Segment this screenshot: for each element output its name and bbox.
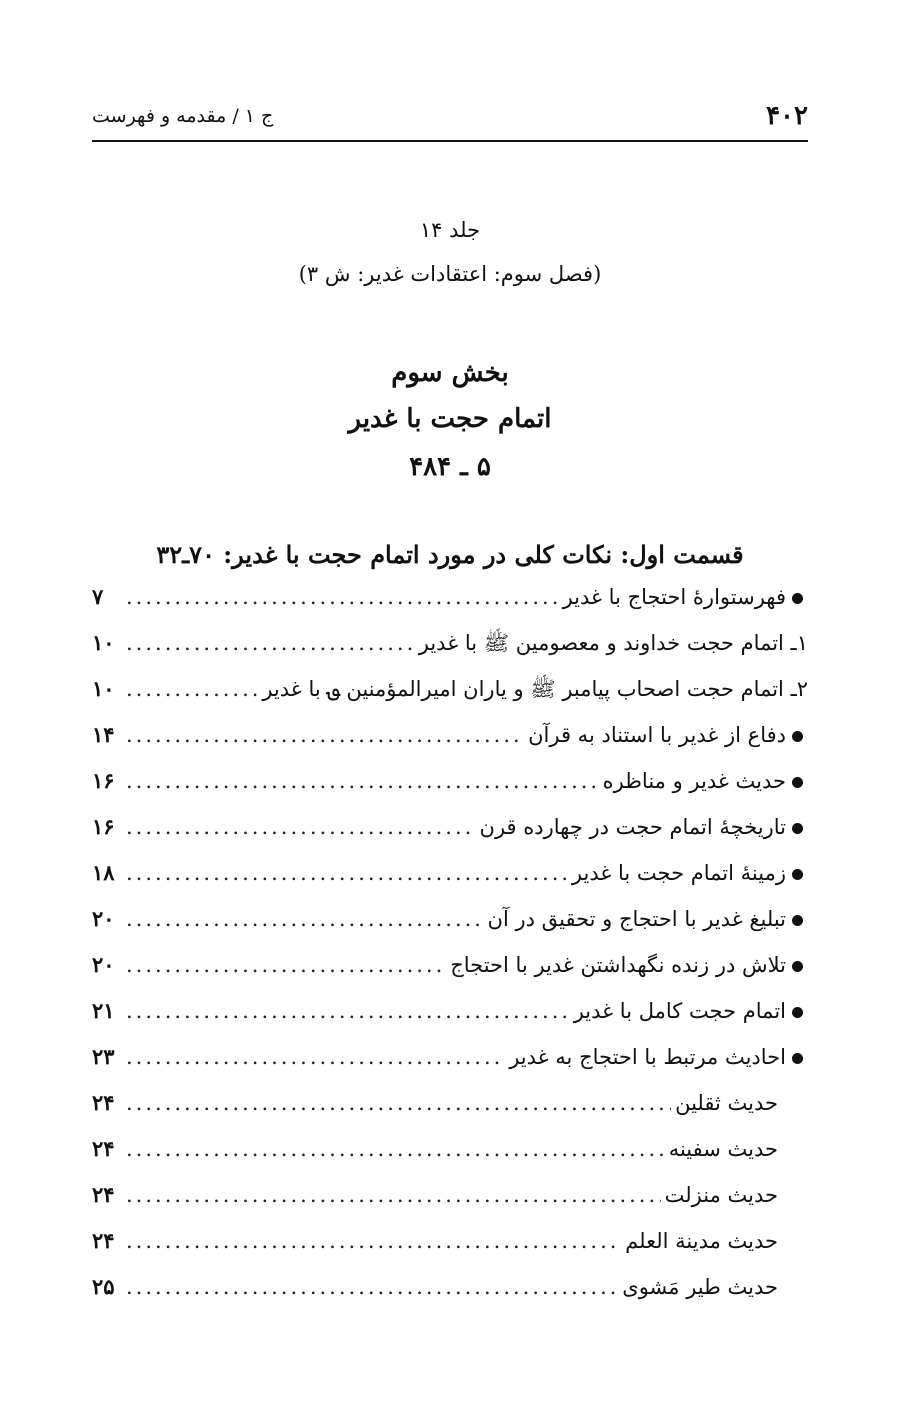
toc-entry bbox=[92, 952, 808, 998]
bullet-icon bbox=[786, 961, 808, 972]
bullet-icon bbox=[786, 777, 808, 788]
part-label: بخش سوم bbox=[391, 358, 509, 388]
toc-entry-title: حدیث طیر مَشوی bbox=[622, 1275, 778, 1299]
running-head: ج ۱ / مقدمه و فهرست bbox=[92, 105, 274, 127]
toc-entry bbox=[92, 1182, 808, 1228]
toc-entry-page: ۱۰ bbox=[92, 630, 115, 655]
toc-entry-page: ۲۱ bbox=[92, 998, 115, 1023]
toc-entry-page: ۲۴ bbox=[92, 1090, 115, 1115]
toc-entry-page: ۲۴ bbox=[92, 1182, 115, 1207]
bullet-icon bbox=[786, 869, 808, 880]
volume-line: جلد ۱۴ bbox=[419, 218, 481, 242]
dot-leader bbox=[126, 585, 559, 609]
toc-entry-page: ۱۶ bbox=[92, 814, 115, 839]
toc-entry bbox=[92, 860, 808, 906]
toc-entry bbox=[92, 1228, 808, 1274]
toc-entry bbox=[92, 584, 808, 630]
page-number: ۴۰۲ bbox=[766, 101, 808, 131]
toc-entry-page: ۲۰ bbox=[92, 906, 115, 931]
dot-leader bbox=[126, 677, 258, 701]
dot-leader bbox=[126, 1183, 661, 1207]
toc-entry-page: ۲۰ bbox=[92, 952, 115, 977]
bullet-icon bbox=[786, 593, 808, 604]
toc-entry bbox=[92, 722, 808, 768]
dot-leader bbox=[126, 815, 476, 839]
dot-leader bbox=[126, 907, 484, 931]
toc-entry-title: حدیث غدیر و مناظره bbox=[602, 769, 786, 793]
dot-leader bbox=[126, 953, 446, 977]
dot-leader bbox=[126, 769, 599, 793]
part-range: ۵ ـ ۴۸۴ bbox=[409, 452, 491, 482]
chapter-line: (فصل سوم: اعتقادات غدیر: ش ۳) bbox=[298, 262, 602, 286]
dot-leader bbox=[126, 1091, 671, 1115]
bullet-icon bbox=[786, 823, 808, 834]
dot-leader bbox=[126, 861, 568, 885]
toc-entry-page: ۷ bbox=[92, 584, 104, 609]
toc-entry-page: ۲۵ bbox=[92, 1274, 115, 1299]
toc-entry-page: ۱۶ bbox=[92, 768, 115, 793]
toc-entry-title: فهرستوارۀ احتجاج با غدیر bbox=[562, 585, 786, 609]
toc-entry-title: زمینۀ اتمام حجت با غدیر bbox=[571, 861, 786, 885]
bullet-icon bbox=[786, 1053, 808, 1064]
dot-leader bbox=[126, 631, 415, 655]
page-header bbox=[92, 98, 808, 142]
toc-entry-title: حدیث ثقلین bbox=[675, 1091, 778, 1115]
section-heading: قسمت اول: نکات کلی در مورد اتمام حجت با غدیر: ۷۰ـ۳۲ bbox=[156, 540, 744, 569]
part-title: اتمام حجت با غدیر bbox=[348, 404, 552, 434]
toc-entry-title: تبلیغ غدیر با احتجاج و تحقیق در آن bbox=[487, 907, 786, 931]
toc-entry bbox=[92, 630, 808, 676]
toc-entry-page: ۱۴ bbox=[92, 722, 115, 747]
toc-entry-title: ۲ـ اتمام حجت اصحاب پیامبر ﷺ و یاران امیرالمؤمنین ؈ با غدیر bbox=[262, 677, 808, 701]
toc-entry-title: حدیث منزلت bbox=[664, 1183, 778, 1207]
dot-leader bbox=[126, 1137, 665, 1161]
toc-entry-title: حدیث مدینة العلم bbox=[625, 1229, 778, 1253]
dot-leader bbox=[126, 999, 570, 1023]
toc-entry bbox=[92, 1274, 808, 1320]
toc-entry-title: ۱ـ اتمام حجت خداوند و معصومین ﷺ با غدیر bbox=[418, 631, 808, 655]
toc-entry-title: تلاش در زنده نگهداشتن غدیر با احتجاج bbox=[450, 953, 786, 977]
bullet-icon bbox=[786, 1007, 808, 1018]
bullet-icon bbox=[786, 915, 808, 926]
dot-leader bbox=[126, 723, 524, 747]
dot-leader bbox=[126, 1045, 505, 1069]
toc-entry-title: تاریخچۀ اتمام حجت در چهارده قرن bbox=[479, 815, 786, 839]
dot-leader bbox=[126, 1229, 621, 1253]
table-of-contents bbox=[92, 584, 808, 1320]
toc-entry bbox=[92, 814, 808, 860]
toc-entry-page: ۱۸ bbox=[92, 860, 115, 885]
toc-entry bbox=[92, 998, 808, 1044]
bullet-icon bbox=[786, 731, 808, 742]
toc-entry bbox=[92, 1090, 808, 1136]
toc-entry-page: ۲۴ bbox=[92, 1136, 115, 1161]
toc-entry bbox=[92, 1044, 808, 1090]
toc-entry-title: احادیث مرتبط با احتجاج به غدیر bbox=[509, 1045, 786, 1069]
toc-entry bbox=[92, 1136, 808, 1182]
toc-entry-title: اتمام حجت کامل با غدیر bbox=[573, 999, 786, 1023]
toc-entry-title: دفاع از غدیر با استناد به قرآن bbox=[528, 723, 786, 747]
toc-entry bbox=[92, 768, 808, 814]
toc-entry-page: ۲۳ bbox=[92, 1044, 115, 1069]
toc-entry bbox=[92, 906, 808, 952]
toc-entry-title: حدیث سفینه bbox=[668, 1137, 778, 1161]
toc-entry-page: ۱۰ bbox=[92, 676, 115, 701]
dot-leader bbox=[126, 1275, 618, 1299]
toc-entry-page: ۲۴ bbox=[92, 1228, 115, 1253]
toc-entry bbox=[92, 676, 808, 722]
